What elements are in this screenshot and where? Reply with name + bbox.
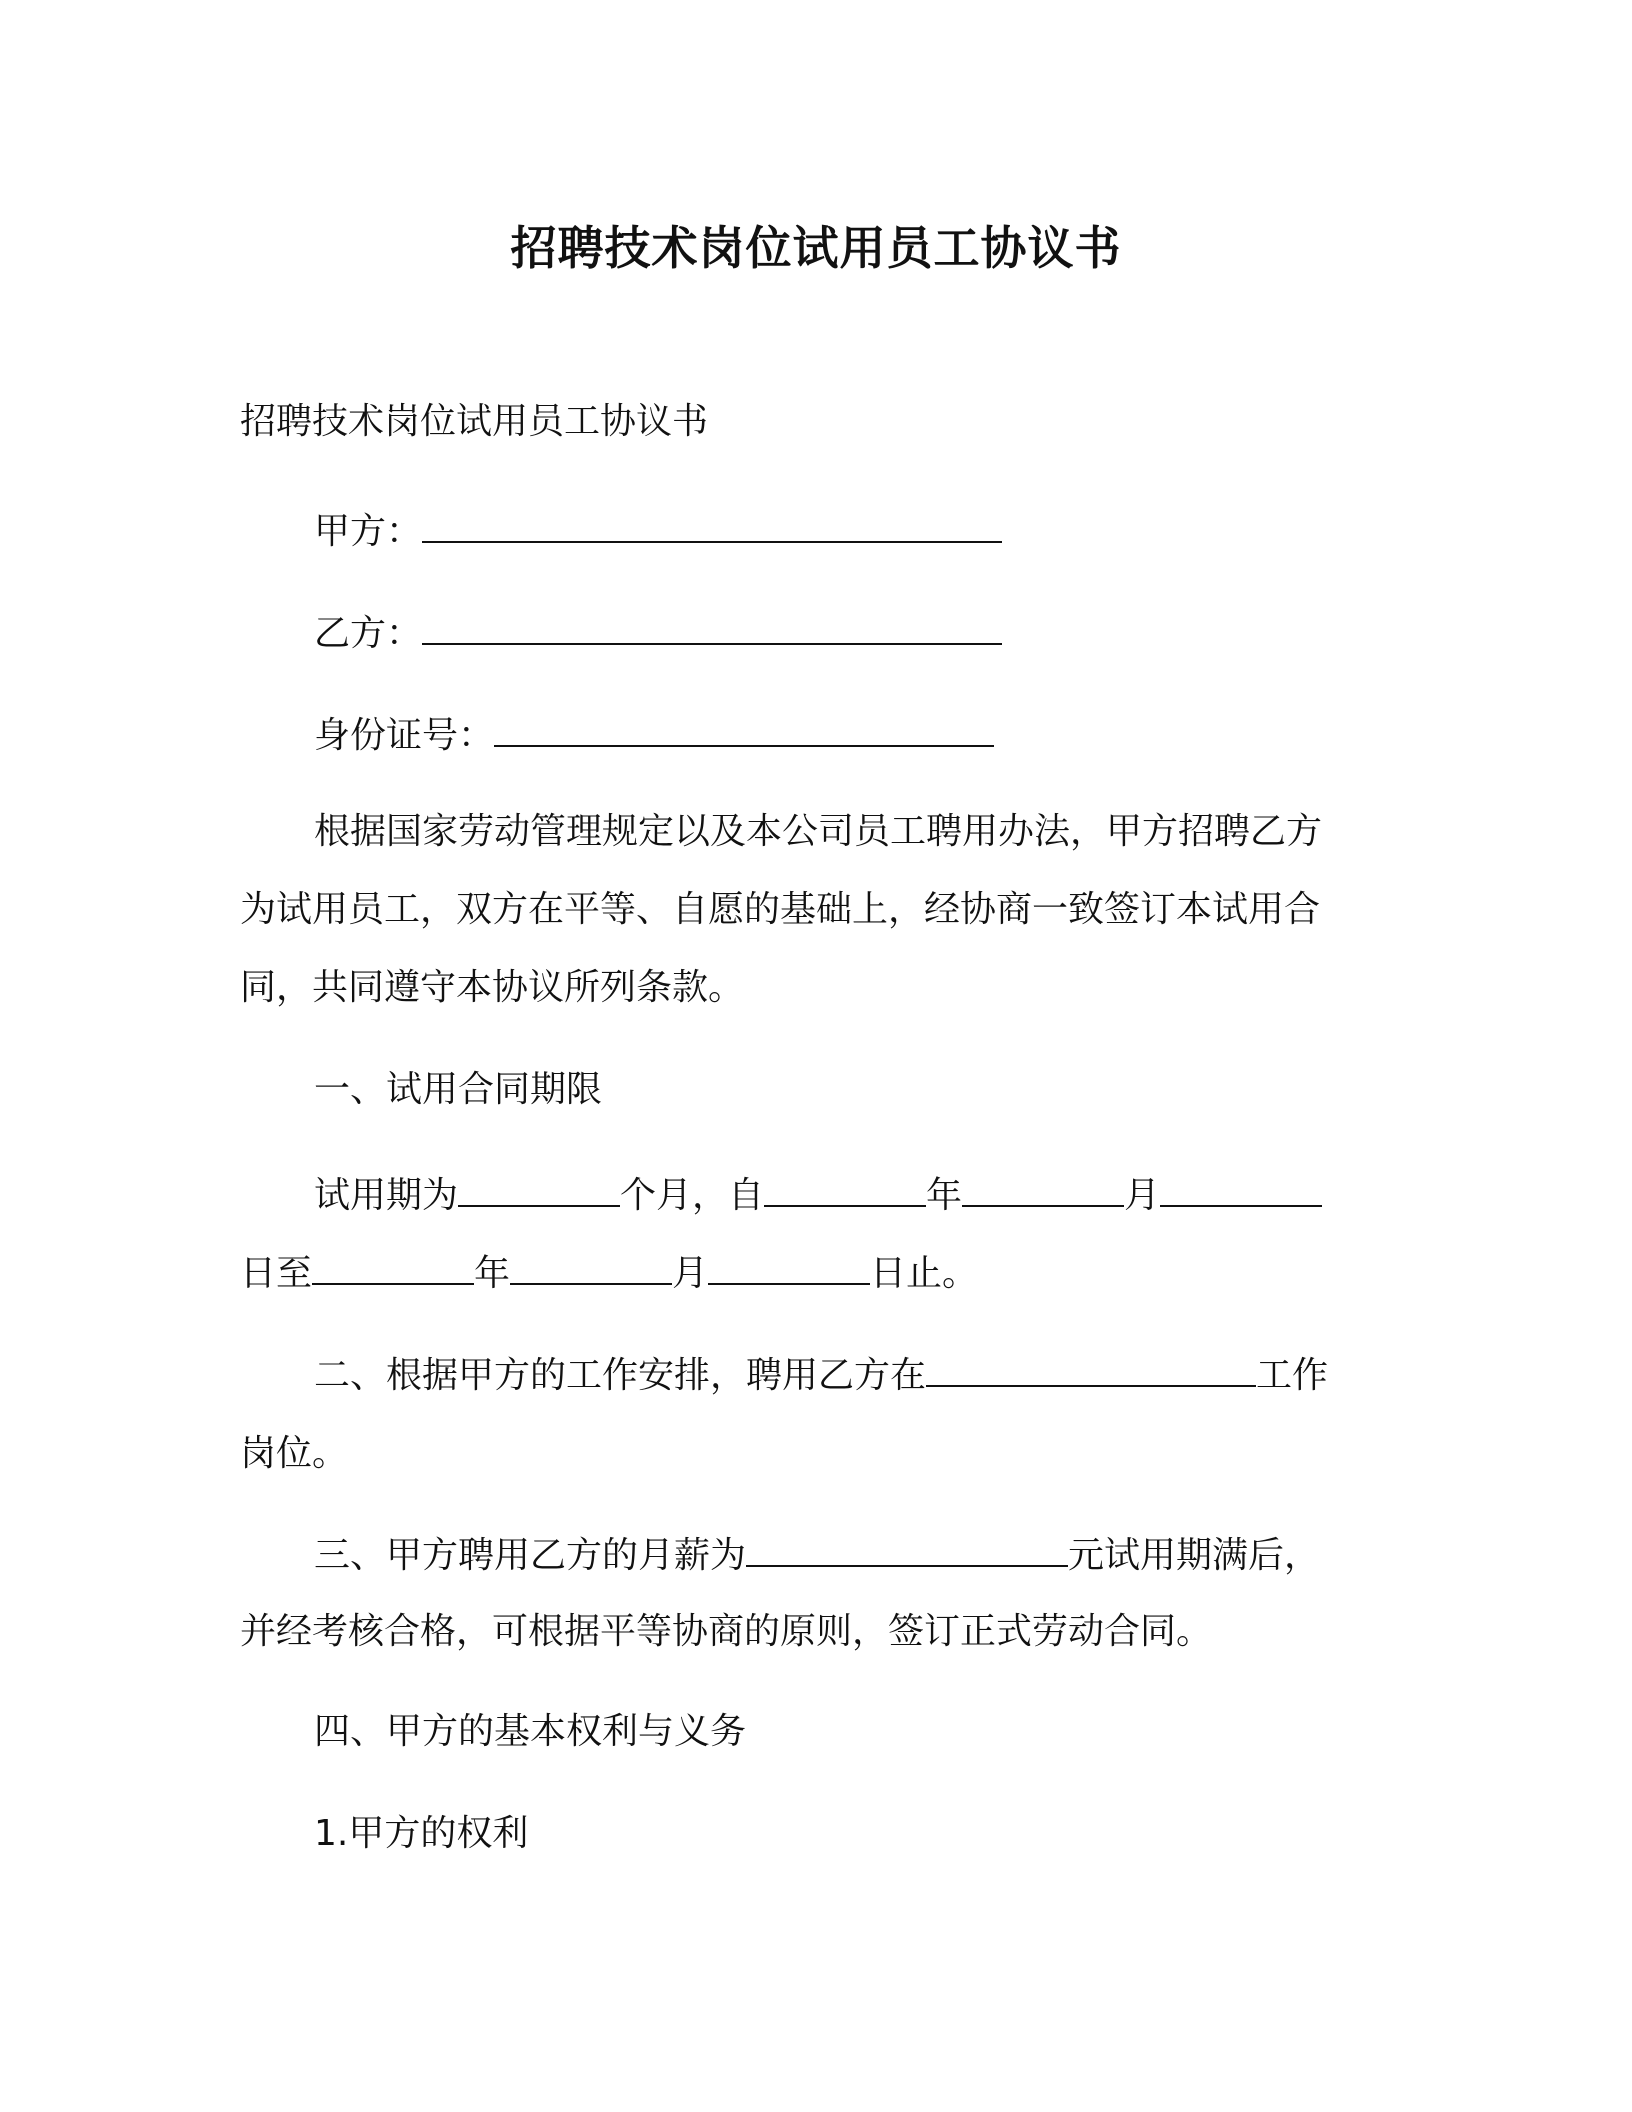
section-2-text-2: 工作: [1256, 1355, 1329, 1396]
start-year-blank: [764, 1173, 926, 1207]
job-position-blank: [926, 1353, 1256, 1387]
trial-period-line-1: [314, 1170, 1322, 1222]
section-1-heading: 一、试用合同期限: [314, 1069, 603, 1110]
intro-line-3: 同，共同遵守本协议所列条款。: [240, 967, 745, 1008]
document-subtitle: 招聘技术岗位试用员工协议书: [240, 401, 709, 442]
end-year-blank: [312, 1251, 474, 1285]
trial-months-blank: [458, 1173, 620, 1207]
trial-text-7: 月: [672, 1253, 709, 1294]
section-3-text-2: 元试用期满后，: [1068, 1535, 1321, 1576]
id-number-row: [314, 710, 994, 762]
id-number-label: 身份证号：: [314, 715, 495, 756]
monthly-salary-blank: [746, 1533, 1068, 1567]
end-day-blank: [708, 1251, 870, 1285]
section-3-line-1: [314, 1530, 1320, 1582]
intro-line-1: 根据国家劳动管理规定以及本公司员工聘用办法，甲方招聘乙方: [314, 811, 1323, 852]
section-3-line-2: 并经考核合格，可根据平等协商的原则，签订正式劳动合同。: [240, 1611, 1213, 1652]
party-b-row: [314, 608, 1002, 660]
party-b-blank: [422, 611, 1002, 645]
section-2-line-1: [314, 1350, 1328, 1402]
trial-text-4: 月: [1124, 1175, 1161, 1216]
party-a-row: [314, 506, 1002, 558]
section-4-heading: 四、甲方的基本权利与义务: [314, 1711, 747, 1752]
trial-text-6: 年: [474, 1253, 511, 1294]
trial-text-3: 年: [926, 1175, 963, 1216]
section-2-line-2: 岗位。: [240, 1433, 349, 1474]
start-month-blank: [962, 1173, 1124, 1207]
party-b-label: 乙方：: [314, 613, 423, 654]
trial-text-8: 日止。: [870, 1253, 979, 1294]
section-3-text-1: 三、甲方聘用乙方的月薪为: [314, 1535, 747, 1576]
intro-line-2: 为试用员工，双方在平等、自愿的基础上，经协商一致签订本试用合: [240, 889, 1321, 930]
trial-period-line-2: [240, 1248, 978, 1300]
trial-text-1: 试用期为: [314, 1175, 459, 1216]
id-number-blank: [494, 713, 994, 747]
section-4-subheading: 1.甲方的权利: [314, 1813, 529, 1854]
document-title: 招聘技术岗位试用员工协议书: [510, 221, 1122, 275]
party-a-label: 甲方：: [314, 511, 423, 552]
trial-text-5: 日至: [240, 1253, 313, 1294]
end-month-blank: [510, 1251, 672, 1285]
start-day-blank: [1160, 1173, 1322, 1207]
party-a-blank: [422, 509, 1002, 543]
section-2-text-1: 二、根据甲方的工作安排，聘用乙方在: [314, 1355, 927, 1396]
trial-text-2: 个月，自: [620, 1175, 765, 1216]
